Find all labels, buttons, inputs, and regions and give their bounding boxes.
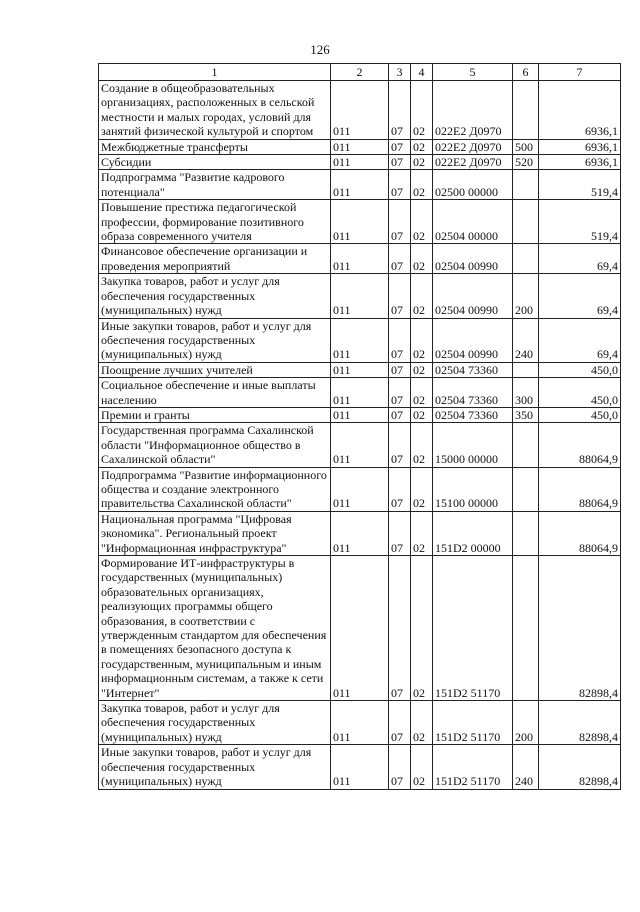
row-target-article: 022E2 Д0970: [433, 81, 513, 140]
row-expense-type: 200: [513, 701, 539, 745]
row-section: 07: [389, 556, 411, 701]
column-header: 4: [411, 64, 433, 81]
row-expense-type: 300: [513, 378, 539, 408]
row-subsection: 02: [411, 407, 433, 422]
column-header: 6: [513, 64, 539, 81]
table-row: [99, 200, 621, 244]
row-section: 07: [389, 318, 411, 362]
table-row: [99, 170, 621, 200]
table-row: [99, 423, 621, 467]
row-name: Поощрение лучших учителей: [99, 362, 331, 377]
row-target-article: 151D2 51170: [433, 701, 513, 745]
table-row: [99, 139, 621, 154]
row-name: Межбюджетные трансферты: [99, 139, 331, 154]
row-section: 07: [389, 139, 411, 154]
row-section: 07: [389, 511, 411, 555]
row-name: Подпрограмма "Развитие кадрового потенциала": [99, 170, 331, 200]
row-amount: 6936,1: [539, 155, 621, 170]
table-row: [99, 362, 621, 377]
row-expense-type: [513, 170, 539, 200]
row-subsection: 02: [411, 155, 433, 170]
row-target-article: 02504 73360: [433, 407, 513, 422]
header-row: [99, 64, 621, 81]
row-expense-type: [513, 200, 539, 244]
table-row: [99, 274, 621, 318]
row-target-article: 151D2 51170: [433, 745, 513, 789]
row-ministry-code: 011: [331, 701, 389, 745]
row-subsection: 02: [411, 467, 433, 511]
row-ministry-code: 011: [331, 81, 389, 140]
row-section: 07: [389, 745, 411, 789]
row-ministry-code: 011: [331, 467, 389, 511]
row-name: Государственная программа Сахалинской области "Информационное общество в Сахалинской области": [99, 423, 331, 467]
row-section: 07: [389, 423, 411, 467]
row-amount: 519,4: [539, 200, 621, 244]
row-expense-type: [513, 423, 539, 467]
row-subsection: 02: [411, 423, 433, 467]
row-amount: 82898,4: [539, 745, 621, 789]
row-target-article: 02504 00990: [433, 244, 513, 274]
row-name: Закупка товаров, работ и услуг для обеспечения государственных (муниципальных) нужд: [99, 701, 331, 745]
row-ministry-code: 011: [331, 318, 389, 362]
table-row: [99, 556, 621, 701]
table-row: [99, 511, 621, 555]
row-name: Национальная программа "Цифровая экономика". Региональный проект "Информационная инфраструктура": [99, 511, 331, 555]
row-ministry-code: 011: [331, 407, 389, 422]
row-target-article: 02504 73360: [433, 378, 513, 408]
budget-table: [98, 63, 621, 790]
row-amount: 82898,4: [539, 556, 621, 701]
row-target-article: 022E2 Д0970: [433, 155, 513, 170]
row-subsection: 02: [411, 274, 433, 318]
row-amount: 69,4: [539, 274, 621, 318]
row-amount: 88064,9: [539, 467, 621, 511]
row-expense-type: [513, 556, 539, 701]
row-expense-type: 350: [513, 407, 539, 422]
row-subsection: 02: [411, 701, 433, 745]
row-expense-type: 520: [513, 155, 539, 170]
row-subsection: 02: [411, 170, 433, 200]
table-row: [99, 407, 621, 422]
table-row: [99, 378, 621, 408]
column-header: 7: [539, 64, 621, 81]
row-name: Подпрограмма "Развитие информационного общества и создание электронного правительства Сахалинской области": [99, 467, 331, 511]
column-header: 1: [99, 64, 331, 81]
row-ministry-code: 011: [331, 170, 389, 200]
row-name: Социальное обеспечение и иные выплаты населению: [99, 378, 331, 408]
row-ministry-code: 011: [331, 200, 389, 244]
row-target-article: 02504 00990: [433, 318, 513, 362]
row-target-article: 15100 00000: [433, 467, 513, 511]
row-expense-type: 240: [513, 318, 539, 362]
row-section: 07: [389, 378, 411, 408]
row-subsection: 02: [411, 200, 433, 244]
row-subsection: 02: [411, 511, 433, 555]
row-amount: 88064,9: [539, 511, 621, 555]
row-name: Субсидии: [99, 155, 331, 170]
row-section: 07: [389, 467, 411, 511]
row-name: Премии и гранты: [99, 407, 331, 422]
row-amount: 519,4: [539, 170, 621, 200]
row-subsection: 02: [411, 318, 433, 362]
table-row: [99, 155, 621, 170]
row-target-article: 02500 00000: [433, 170, 513, 200]
row-amount: 6936,1: [539, 81, 621, 140]
column-header: 5: [433, 64, 513, 81]
row-target-article: 15000 00000: [433, 423, 513, 467]
row-expense-type: 240: [513, 745, 539, 789]
row-section: 07: [389, 155, 411, 170]
row-section: 07: [389, 244, 411, 274]
row-section: 07: [389, 170, 411, 200]
row-target-article: 022E2 Д0970: [433, 139, 513, 154]
column-header: 3: [389, 64, 411, 81]
row-subsection: 02: [411, 362, 433, 377]
row-expense-type: 200: [513, 274, 539, 318]
row-ministry-code: 011: [331, 378, 389, 408]
row-target-article: 151D2 00000: [433, 511, 513, 555]
row-subsection: 02: [411, 139, 433, 154]
row-amount: 69,4: [539, 244, 621, 274]
row-amount: 450,0: [539, 378, 621, 408]
row-amount: 450,0: [539, 362, 621, 377]
row-expense-type: [513, 467, 539, 511]
row-ministry-code: 011: [331, 511, 389, 555]
row-name: Повышение престижа педагогической профессии, формирование позитивного образа современного учителя: [99, 200, 331, 244]
row-target-article: 151D2 51170: [433, 556, 513, 701]
row-name: Иные закупки товаров, работ и услуг для обеспечения государственных (муниципальных) нужд: [99, 318, 331, 362]
page-number: 126: [310, 42, 330, 57]
row-section: 07: [389, 274, 411, 318]
row-name: Формирование ИТ-инфраструктуры в государственных (муниципальных) образовательных организациях, реализующих программы общего образования, в соответствии с утвержденным стандартом для обеспечения в помещениях безопасного доступа к государственным, муниципальным и иным информационным системам, а также к сети "Интернет": [99, 556, 331, 701]
row-expense-type: [513, 244, 539, 274]
row-amount: 82898,4: [539, 701, 621, 745]
row-subsection: 02: [411, 745, 433, 789]
row-section: 07: [389, 81, 411, 140]
row-target-article: 02504 00000: [433, 200, 513, 244]
row-amount: 450,0: [539, 407, 621, 422]
row-section: 07: [389, 407, 411, 422]
row-amount: 88064,9: [539, 423, 621, 467]
row-target-article: 02504 00990: [433, 274, 513, 318]
table-row: [99, 467, 621, 511]
table-row: [99, 81, 621, 140]
row-ministry-code: 011: [331, 423, 389, 467]
row-ministry-code: 011: [331, 745, 389, 789]
row-subsection: 02: [411, 81, 433, 140]
table-row: [99, 701, 621, 745]
row-amount: 6936,1: [539, 139, 621, 154]
row-subsection: 02: [411, 556, 433, 701]
table-row: [99, 318, 621, 362]
row-section: 07: [389, 200, 411, 244]
row-target-article: 02504 73360: [433, 362, 513, 377]
row-ministry-code: 011: [331, 362, 389, 377]
row-expense-type: [513, 511, 539, 555]
row-name: Финансовое обеспечение организации и проведения мероприятий: [99, 244, 331, 274]
row-section: 07: [389, 701, 411, 745]
row-section: 07: [389, 362, 411, 377]
row-ministry-code: 011: [331, 155, 389, 170]
row-expense-type: [513, 362, 539, 377]
row-expense-type: [513, 81, 539, 140]
row-name: Иные закупки товаров, работ и услуг для обеспечения государственных (муниципальных) нужд: [99, 745, 331, 789]
row-amount: 69,4: [539, 318, 621, 362]
row-name: Закупка товаров, работ и услуг для обеспечения государственных (муниципальных) нужд: [99, 274, 331, 318]
row-ministry-code: 011: [331, 556, 389, 701]
column-header: 2: [331, 64, 389, 81]
row-subsection: 02: [411, 378, 433, 408]
table-row: [99, 745, 621, 789]
table-row: [99, 244, 621, 274]
row-name: Создание в общеобразовательных организациях, расположенных в сельской местности и малых городах, условий для занятий физической культурой и спортом: [99, 81, 331, 140]
row-ministry-code: 011: [331, 274, 389, 318]
row-ministry-code: 011: [331, 244, 389, 274]
row-expense-type: 500: [513, 139, 539, 154]
row-subsection: 02: [411, 244, 433, 274]
row-ministry-code: 011: [331, 139, 389, 154]
